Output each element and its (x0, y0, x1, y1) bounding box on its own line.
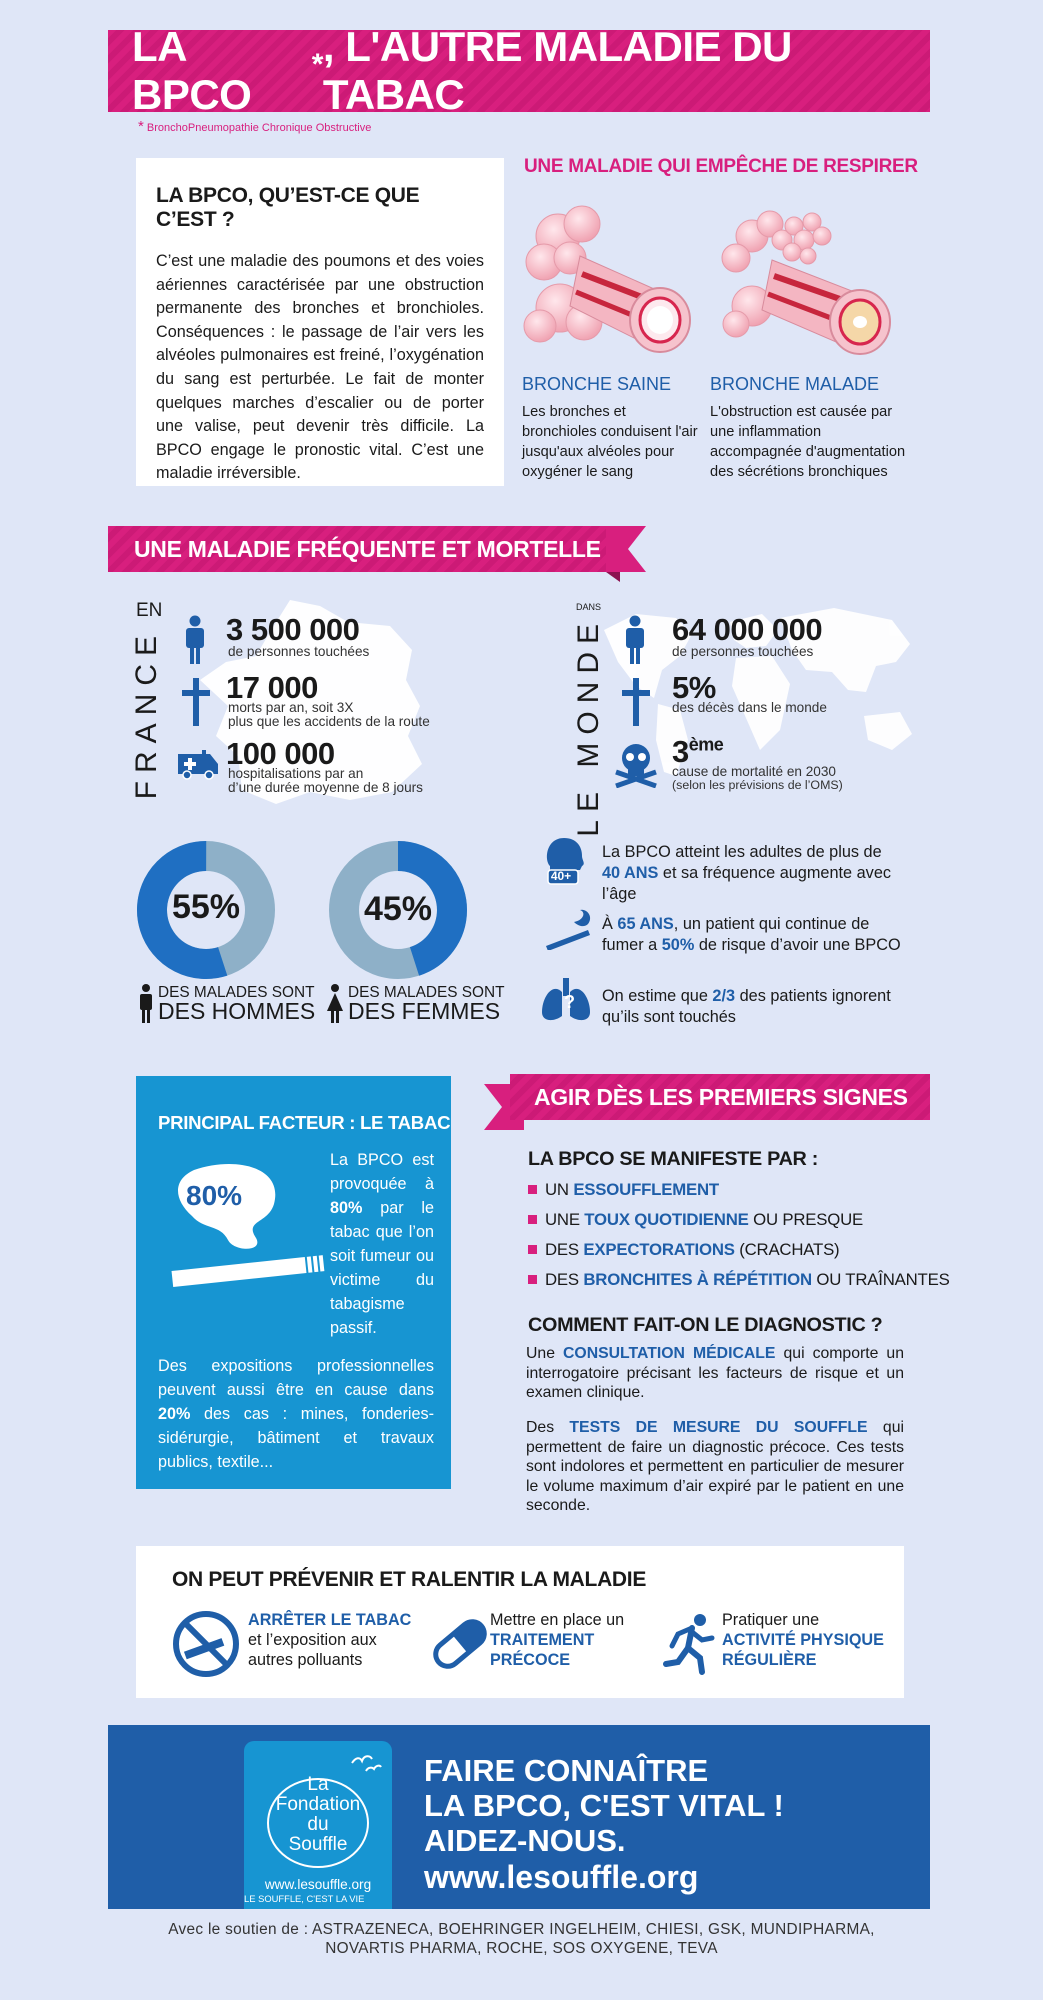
tabac-text (330, 1148, 434, 1340)
donut-men-pct: 55% (171, 888, 241, 926)
donut-women-label-small: DES MALADES SONT (348, 984, 505, 1001)
symptom-c: OU TRAÎNANTES (811, 1270, 950, 1289)
title-banner (108, 23, 930, 118)
donut-men-label-small: DES MALADES SONT (158, 984, 315, 1001)
bullet-square (528, 1275, 537, 1284)
footer-box (108, 1725, 930, 1909)
person-icon (624, 615, 646, 665)
fact-65-d: fumer a (602, 936, 662, 954)
symptom-c: OU PRESQUE (748, 1210, 863, 1229)
resp-title: UNE MALADIE QUI EMPÊCHE DE RESPIRER (524, 156, 918, 177)
whatis-title: LA BPCO, QU’EST-CE QUE C’EST ? (156, 184, 420, 231)
fact-ignorance-c: des patients ignorent (735, 987, 891, 1005)
sponsors-line1: Avec le soutien de : ASTRAZENECA, BOEHRINGER INGELHEIM, CHIESI, GSK, MUNDIPHARMA, (168, 1921, 875, 1938)
symptom-b: ESSOUFFLEMENT (573, 1180, 719, 1199)
logo-line1: La (307, 1774, 329, 1795)
logo-url[interactable]: www.lesouffle.org (264, 1877, 372, 1892)
france-stat3-num: 100 000 (226, 736, 335, 771)
tabac-text2-b: 20% (158, 1405, 191, 1423)
fact-ignorance-a: On estime que (602, 987, 713, 1005)
fact-65-c: , un patient qui continue de (673, 915, 870, 933)
world-stat2-desc: des décès dans le monde (672, 700, 827, 715)
logo-text (244, 1775, 392, 1855)
world-stat3-sup: ème (688, 734, 724, 755)
world-stat1-desc: de personnes touchées (672, 644, 814, 659)
footnote-star: * (138, 118, 144, 135)
symptom-item (528, 1180, 719, 1200)
sick-label: BRONCHE MALADE (710, 374, 880, 394)
bullet-square (528, 1215, 537, 1224)
agir-h1: LA BPCO SE MANIFESTE PAR : (528, 1148, 819, 1170)
tabac-text-c: par le tabac que l’on soit fumeur ou victime du tabagisme passif. (330, 1199, 434, 1337)
world-prefix: DANS (576, 602, 602, 612)
sponsors (0, 1920, 1043, 1958)
tabac-text-a: La BPCO est provoquée à (330, 1151, 434, 1193)
diag-p2-c: qui permettent de faire un diagnostic précoce. Ces tests sont indolores et permettent en particulier de mesurer le volume maximum d’air expiré par le patient en une seconde. (526, 1419, 904, 1514)
fact-ignorance (602, 986, 922, 1028)
cross-icon (622, 678, 650, 726)
prevent-i3-l1: Pratiquer une (722, 1611, 820, 1629)
healthy-bronchus-illustration (520, 196, 700, 366)
france-stat1-num: 3 500 000 (226, 612, 360, 647)
prevent-title: ON PEUT PRÉVENIR ET RALENTIR LA MALADIE (172, 1568, 647, 1591)
france-vertical-label: FRANCE (130, 628, 163, 800)
age-badge: 40+ (550, 869, 572, 883)
fact-age-b: 40 ANS (602, 864, 659, 882)
symptom-a: DES (545, 1270, 584, 1289)
symptom-item (528, 1210, 863, 1230)
whatis-text: C’est une maladie des poumons et des voies aériennes caractérisée par une obstruction permanente des bronches et bronchioles. Conséquences : le passage de l’air vers les alvéoles pulmonaires est freiné, l’oxygénation du sang est perturbée. Le fait de monter quelques marches d’escalier ou de porter une valise, peut devenir très difficile. La BPCO engage le pronostic vital. C’est une maladie irréversible. (156, 252, 484, 483)
world-stat1-num: 64 000 000 (672, 612, 823, 647)
cigarette-icon (540, 908, 596, 950)
footnote (138, 118, 371, 135)
logo-line4: Souffle (288, 1834, 348, 1855)
france-stat2-desc1: morts par an, soit 3X (228, 700, 354, 715)
diag-p1-b: CONSULTATION MÉDICALE (563, 1345, 776, 1362)
symptom-c: (CRACHATS) (734, 1240, 840, 1259)
symptom-a: UNE (545, 1210, 585, 1229)
tabac-text-b: 80% (330, 1199, 363, 1217)
diag-p1-a: Une (526, 1345, 563, 1362)
footnote-text: BronchoPneumopathie Chronique Obstructive (146, 122, 372, 134)
prevent-i2-b1: TRAITEMENT (490, 1631, 595, 1649)
agir-banner-text: AGIR DÈS LES PREMIERS SIGNES (534, 1083, 908, 1110)
footer-url[interactable]: www.lesouffle.org (424, 1859, 699, 1895)
fact-ignorance-d: qu’ils sont touchés (602, 1008, 736, 1026)
frequent-banner-text: UNE MALADIE FRÉQUENTE ET MORTELLE (134, 535, 601, 562)
footer-cta-line2: LA BPCO, C'EST VITAL ! (424, 1788, 784, 1823)
logo-line2: Fondation (275, 1794, 361, 1815)
fact-65-e: 50% (661, 936, 695, 954)
france-stat1-desc: de personnes touchées (228, 644, 370, 659)
title-part1: LA BPCO (132, 23, 252, 118)
woman-icon (326, 984, 344, 1024)
man-icon (138, 984, 154, 1024)
symptom-b: BRONCHITES À RÉPÉTITION (583, 1270, 812, 1289)
sick-bronchus-illustration (712, 196, 902, 366)
diag-p1-c: qui comporte un interrogatoire précisant les facteurs de risque et un examen clinique. (526, 1345, 905, 1401)
running-icon (662, 1612, 718, 1676)
world-stat3-num-value: 3 (672, 734, 689, 769)
fact-65 (602, 914, 922, 956)
tabac-text2 (158, 1354, 434, 1474)
pill-icon (428, 1612, 492, 1676)
diag-p2-b: TESTS DE MESURE DU SOUFFLE (569, 1419, 868, 1436)
prevent-item-traitement (490, 1610, 624, 1670)
symptom-a: UN (545, 1180, 574, 1199)
lungs-question-mark: ? (564, 992, 575, 1012)
donut-women-label-big: DES FEMMES (348, 998, 501, 1024)
prevent-i2-l1: Mettre en place un (490, 1611, 625, 1629)
fact-age-a: La BPCO atteint les adultes de plus de (602, 843, 882, 861)
footer-cta-line1: FAIRE CONNAÎTRE (424, 1753, 709, 1788)
diagnostic-p2 (526, 1418, 904, 1516)
tabac-pct: 80% (186, 1180, 243, 1211)
healthy-text: Les bronches et bronchioles conduisent l'air jusqu'aux alvéoles pour oxygéner le sang (522, 404, 698, 480)
sponsors-line2: NOVARTIS PHARMA, ROCHE, SOS OXYGENE, TEVA (325, 1940, 718, 1957)
ambulance-icon (176, 746, 220, 780)
world-stat3-desc1: cause de mortalité en 2030 (672, 764, 836, 779)
fact-ignorance-b: 2/3 (712, 987, 736, 1005)
cross-icon (182, 678, 210, 726)
person-icon (184, 615, 206, 665)
tabac-text2-c: des cas : mines, fonderies-sidérurgie, bâtiment et travaux publics, textile... (158, 1405, 434, 1471)
bullet-square (528, 1185, 537, 1194)
symptom-b: TOUX QUOTIDIENNE (584, 1210, 749, 1229)
fact-65-b: 65 ANS (617, 915, 674, 933)
france-stat2-desc2: plus que les accidents de la route (228, 714, 430, 729)
prevent-i2-b2: PRÉCOCE (490, 1651, 571, 1669)
whatis-box (136, 158, 504, 486)
prevent-i3-b2: RÉGULIÈRE (722, 1651, 817, 1669)
title-part2: , L'AUTRE MALADIE DU TABAC (322, 23, 792, 118)
sick-text: L'obstruction est causée par une inflammation accompagnée d'augmentation des sécrétions bronchiques (710, 404, 906, 480)
prevent-i3-b1: ACTIVITÉ PHYSIQUE (722, 1631, 884, 1649)
fact-65-a: À (602, 915, 618, 933)
symptom-item (528, 1240, 839, 1260)
tabac-box (136, 1076, 451, 1489)
tabac-text2-a: Des expositions professionnelles peuvent aussi être en cause dans (158, 1357, 434, 1399)
frequent-banner (108, 526, 608, 572)
donut-women-pct: 45% (363, 890, 433, 928)
france-prefix: EN (136, 600, 163, 621)
prevent-i1-l2: et l’exposition aux (248, 1631, 377, 1649)
prevent-box (136, 1546, 904, 1698)
france-stat3-desc1: hospitalisations par an (228, 766, 364, 781)
fact-age (602, 842, 922, 905)
fondation-logo (244, 1741, 392, 1909)
healthy-label: BRONCHE SAINE (522, 374, 672, 394)
symptom-b: EXPECTORATIONS (583, 1240, 735, 1259)
birds-icon (348, 1749, 382, 1775)
footer-cta-line3: AIDEZ-NOUS. (424, 1823, 626, 1858)
agir-h2: COMMENT FAIT-ON LE DIAGNOSTIC ? (528, 1314, 883, 1336)
footer-cta (424, 1753, 784, 1858)
fact-65-f: de risque d’avoir une BPCO (694, 936, 901, 954)
logo-tagline: LE SOUFFLE, C'EST LA VIE (244, 1893, 365, 1904)
france-stat3-desc2: d’une durée moyenne de 8 jours (228, 780, 423, 795)
symptom-item (528, 1270, 950, 1290)
frequent-banner-tail (606, 526, 646, 582)
diag-p2-a: Des (526, 1419, 570, 1436)
prevent-i1-l3: autres polluants (248, 1651, 363, 1669)
title-star: * (311, 48, 323, 81)
prevent-item-tabac (248, 1610, 411, 1670)
fact-age-c: et sa fréquence augmente avec l’âge (602, 864, 892, 903)
world-stat2-num: 5% (672, 670, 716, 705)
world-vertical-label: LE MONDE (572, 616, 605, 837)
prevent-item-activite (722, 1610, 884, 1670)
bullet-square (528, 1245, 537, 1254)
france-stat2-num: 17 000 (226, 670, 318, 705)
logo-line3: du (307, 1814, 329, 1835)
agir-banner (510, 1074, 930, 1120)
no-smoking-icon (172, 1610, 240, 1678)
symptom-a: DES (545, 1240, 584, 1259)
donut-men-label-big: DES HOMMES (158, 998, 316, 1024)
world-stat3-desc2: (selon les prévisions de l’OMS) (672, 778, 843, 792)
skull-icon (612, 742, 660, 788)
diagnostic-p1 (526, 1344, 904, 1403)
prevent-i1-b: ARRÊTER LE TABAC (248, 1611, 412, 1629)
tabac-title: PRINCIPAL FACTEUR : LE TABAC (158, 1112, 451, 1133)
